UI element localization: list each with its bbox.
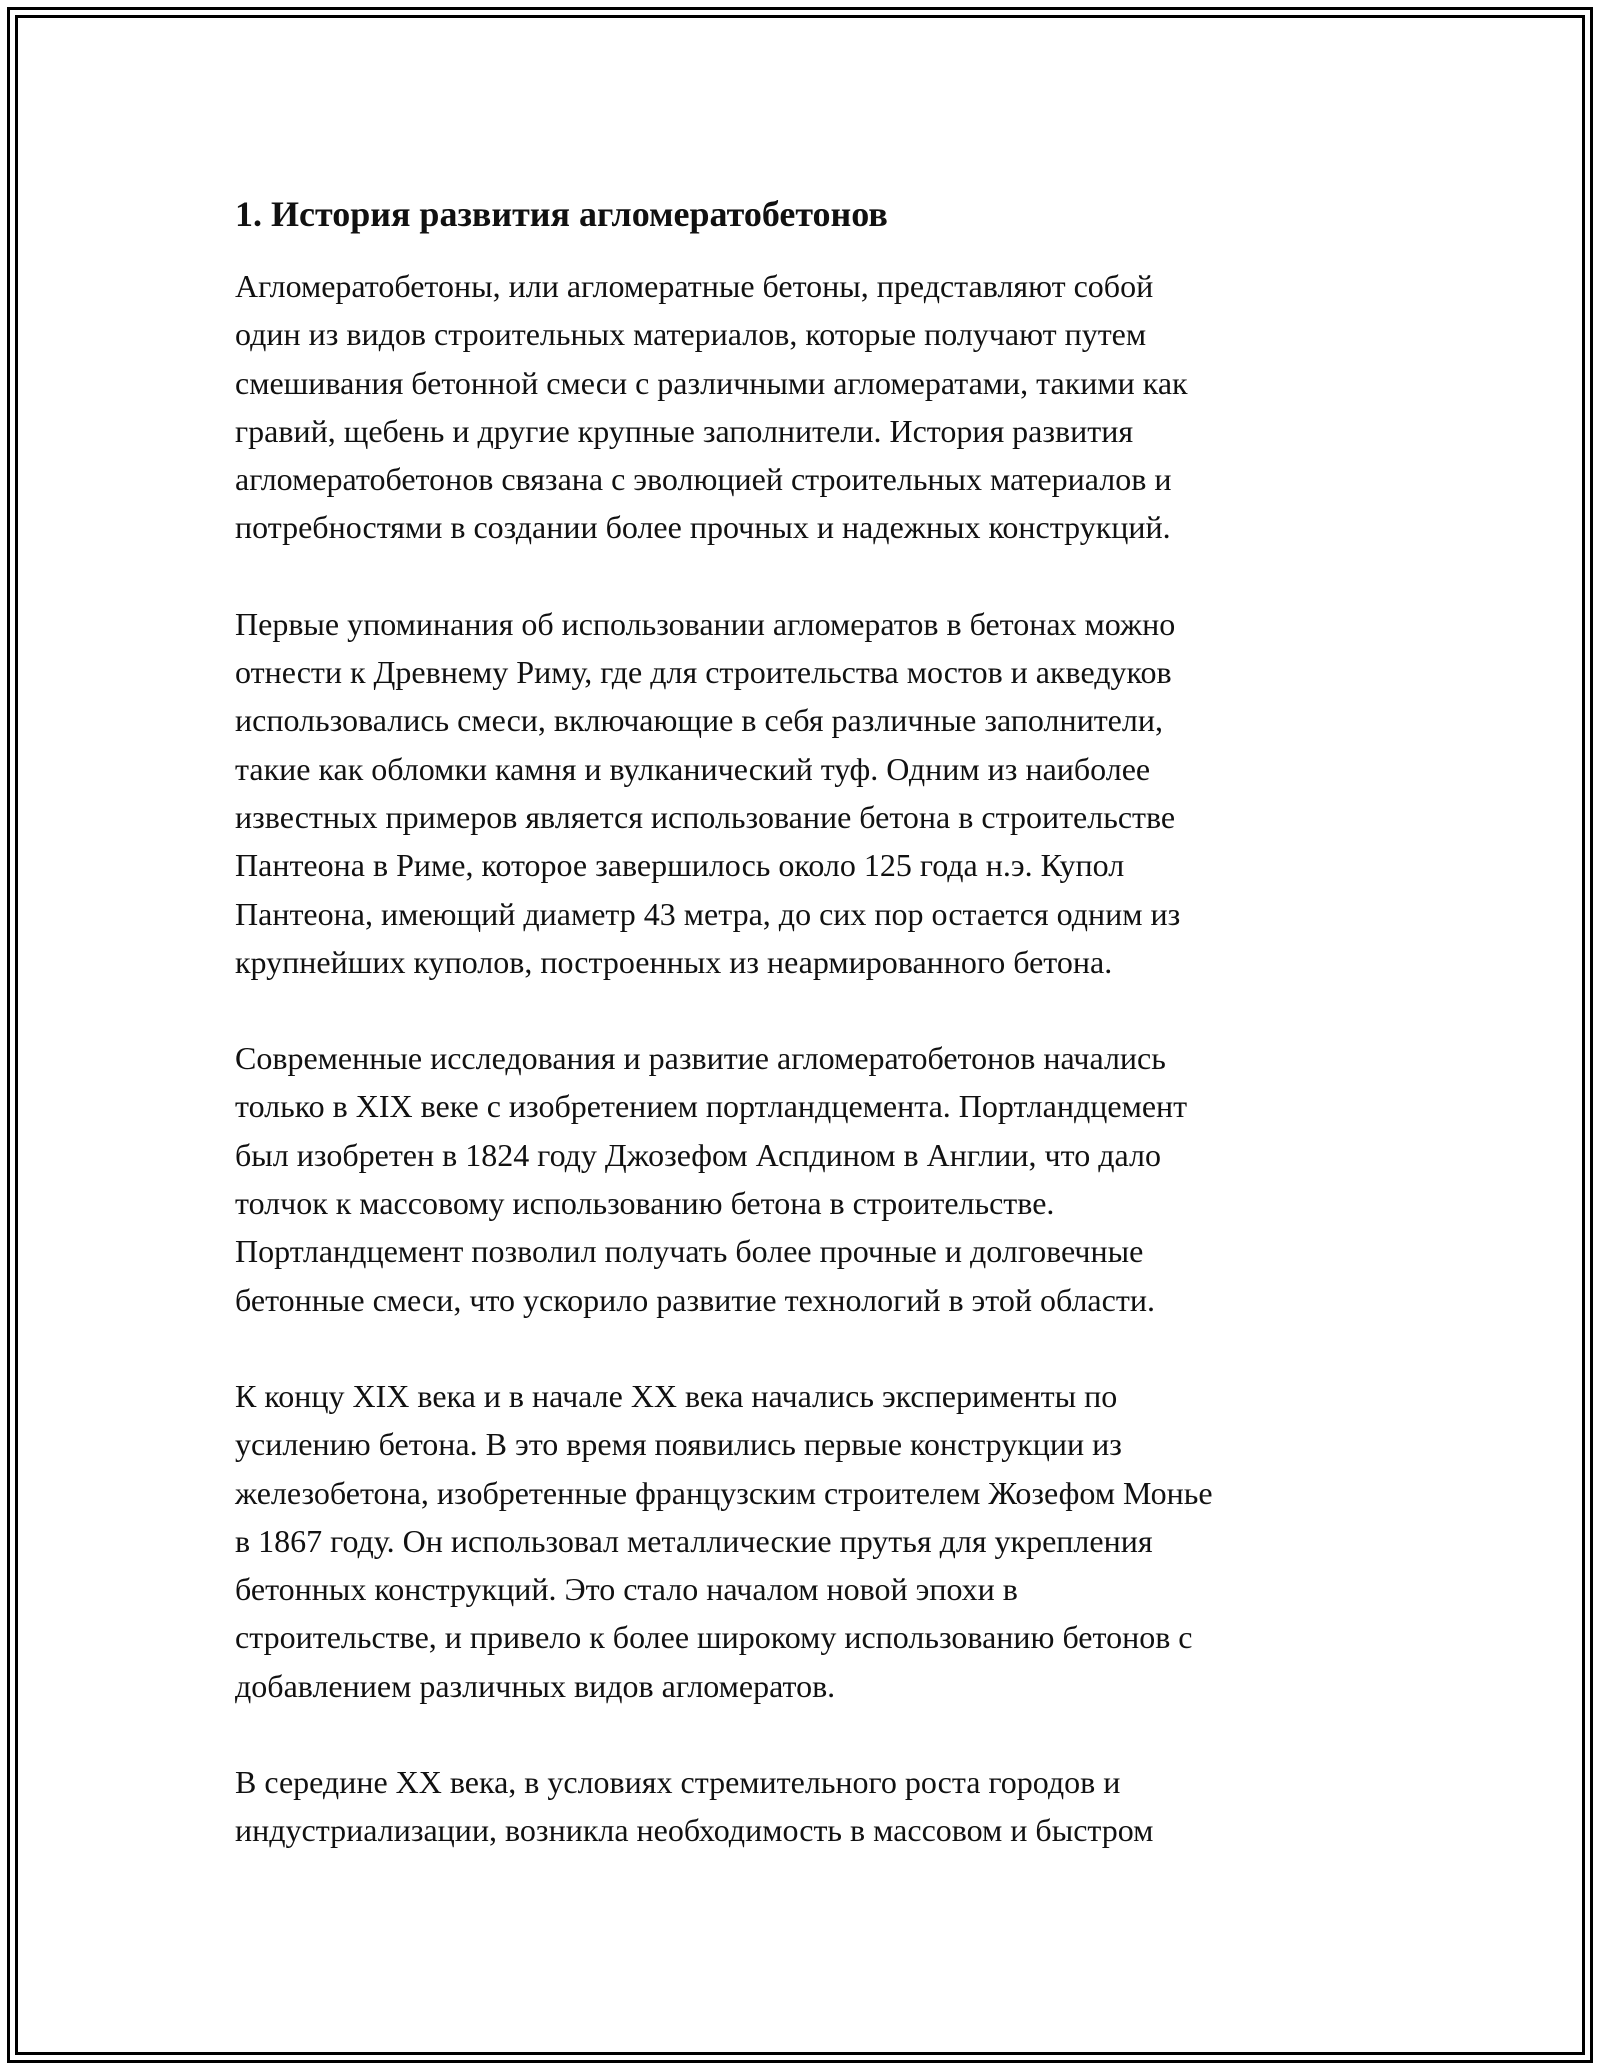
paragraph-5: В середине XX века, в условиях стремительного роста городов и индустриализации, возникла необходимость в массовом и быстром: [235, 1764, 1154, 1849]
paragraph-2: Первые упоминания об использовании агломератов в бетонах можно отнести к Древнему Риму, где для строительства мостов и акведуков использовались смеси, включающие в себя различные заполнители, такие как обломки камня и вулканический туф. Одним из наиболее известных примеров является использование бетона в строительстве Пантеона в Риме, которое завершилось около 125 года н.э. Купол Пантеона, имеющий диаметр 43 метра, до сих пор остается одним из крупнейших куполов, построенных из неармированного бетона.: [235, 605, 1181, 980]
section-heading: 1. История развития агломератобетонов: [235, 194, 888, 234]
paragraph-1: Агломератобетоны, или агломератные бетоны, представляют собой один из видов строительных материалов, которые получают путем смешивания бетонной смеси с различными агломератами, такими как гравий, щебень и другие крупные заполнители. История развития агломератобетонов связана с эволюцией строительных материалов и потребностями в создании более прочных и надежных конструкций.: [235, 268, 1188, 546]
document-body: [235, 188, 1375, 1903]
paragraph-4: К концу XIX века и в начале XX века начались эксперименты по усилению бетона. В это время появились первые конструкции из железобетона, изобретенные французским строителем Жозефом Монье в 1867 году. Он использовал металлические прутья для укрепления бетонных конструкций. Это стало началом новой эпохи в строительстве, и привело к более широкому использованию бетонов с добавлением различных видов агломератов.: [235, 1377, 1213, 1704]
paragraph-3: Современные исследования и развитие агломератобетонов начались только в XIX веке с изобретением портландцемента. Портландцемент был изобретен в 1824 году Джозефом Аспдином в Англии, что дало толчок к массовому использованию бетона в строительстве. Портландцемент позволил получать более прочные и долговечные бетонные смеси, что ускорило развитие технологий в этой области.: [235, 1040, 1188, 1318]
